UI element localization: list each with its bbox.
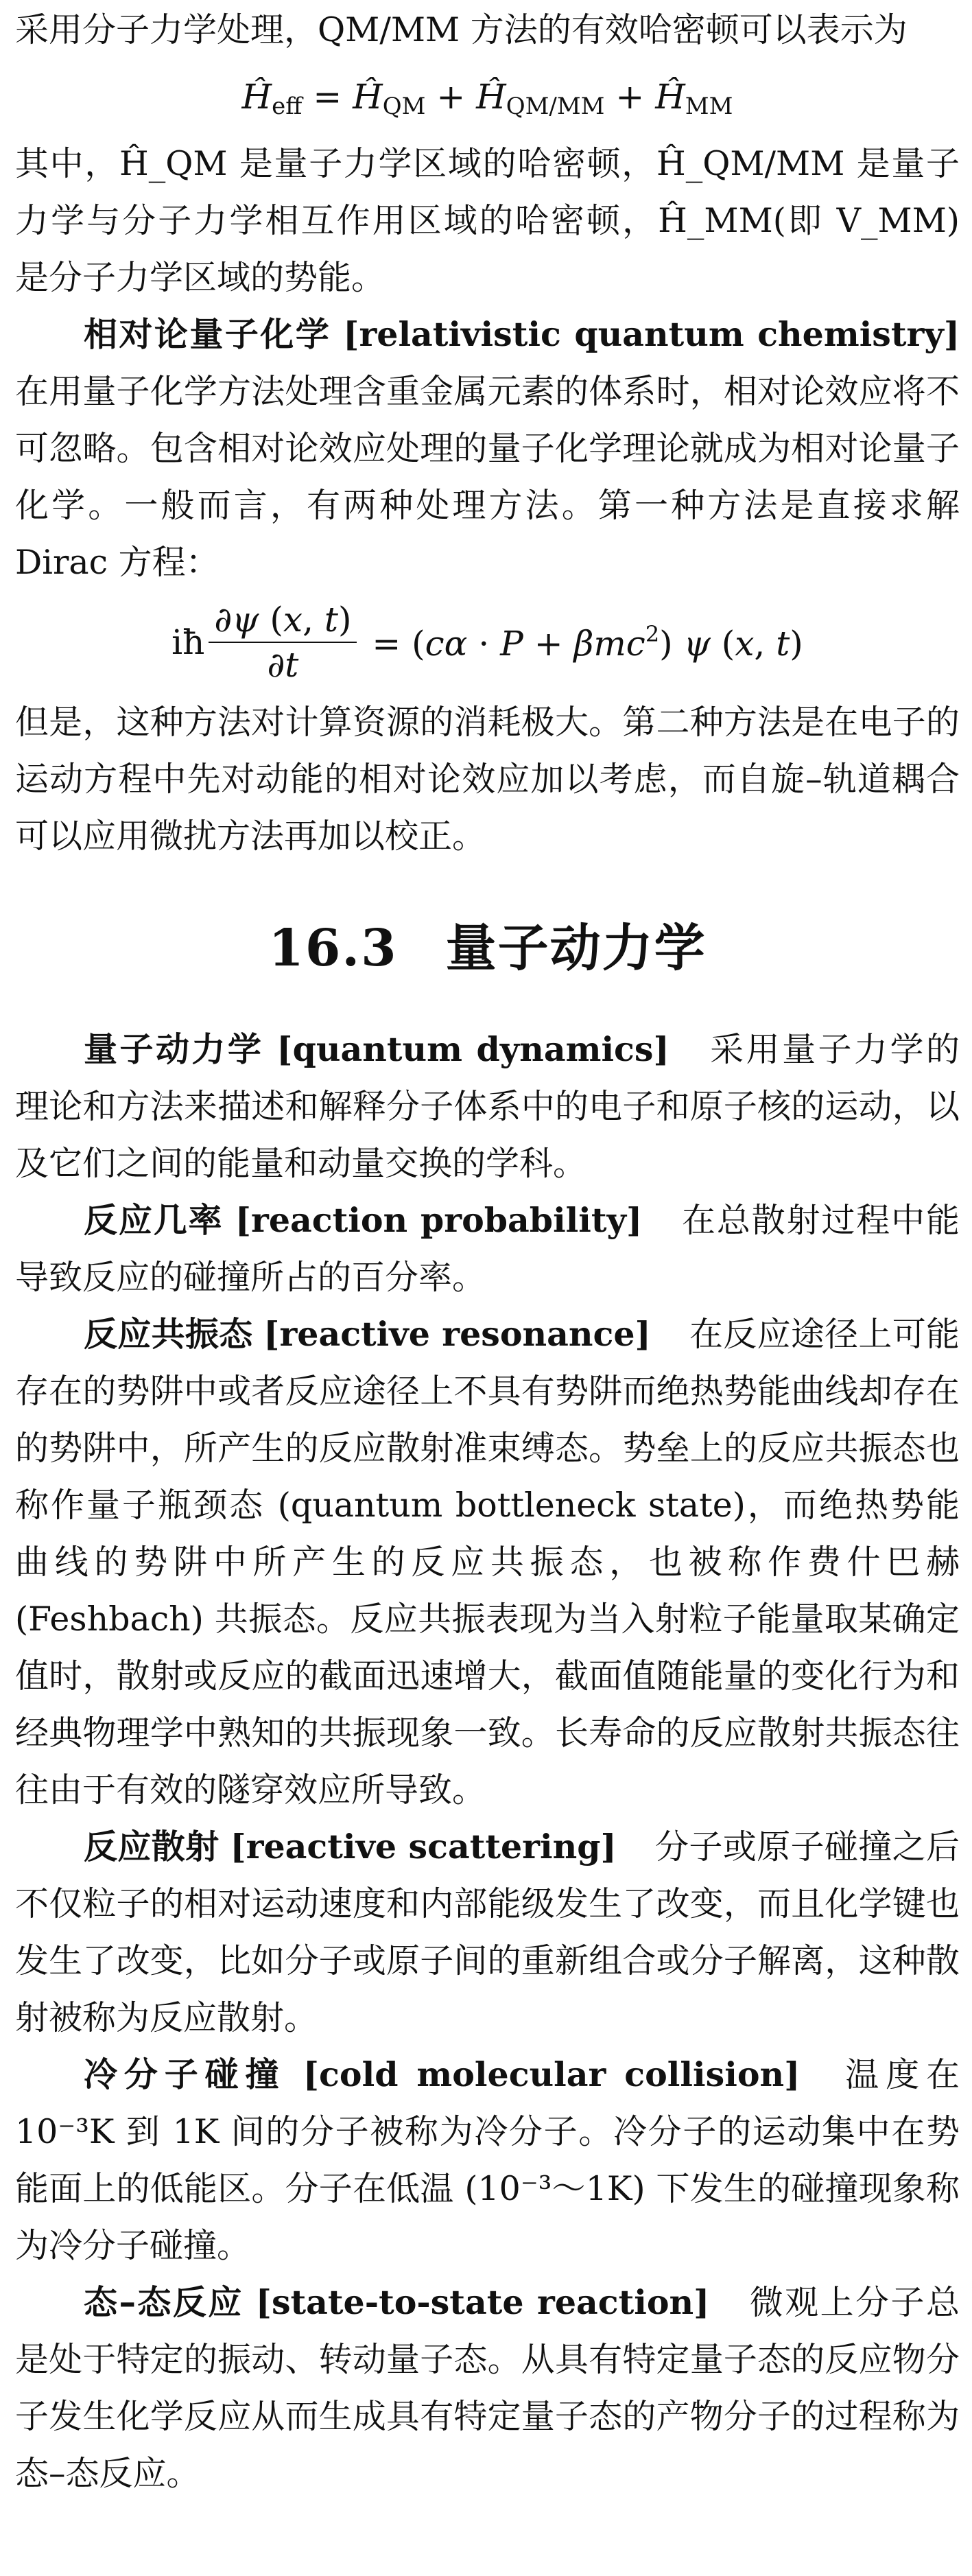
entry-term: 相对论量子化学 [84, 315, 331, 354]
entry-description: 在总散射过程中能导致反应的碰撞所占的百分率。 [15, 1201, 960, 1297]
section-title: 量子动力学 [445, 919, 707, 978]
entry-english: [reaction probability] [235, 1200, 643, 1240]
entry-relativistic [15, 306, 960, 591]
document-page [0, 1, 972, 2576]
entry-description: 微观上分子总是处于特定的振动、转动量子态。从具有特定量子态的反应物分子发生化学反应从而生成具有特定量子态的产物分子的过程称为态–态反应。 [15, 2283, 960, 2493]
section-heading [15, 914, 960, 983]
intro-line: 采用分子力学处理，QM/MM 方法的有效哈密顿可以表示为 [15, 10, 908, 49]
entry-english: [relativistic quantum chemistry] [343, 314, 960, 354]
entry-term: 冷分子碰撞 [84, 2055, 286, 2094]
entry-description: 在用量子化学方法处理含重金属元素的体系时，相对论效应将不可忽略。包含相对论效应处理的量子化学理论就成为相对论量子化学。一般而言，有两种处理方法。第一种方法是直接求解 Dirac 方程： [15, 372, 960, 582]
hamiltonian-formula: $Ĥ_{eff}$ = $Ĥ_{QM}$ + $Ĥ_{QM/MM}$ + $Ĥ_{MM}$ [241, 77, 733, 120]
entry-term: 态–态反应 [84, 2283, 244, 2322]
entry-item [15, 1021, 960, 1192]
entry-item [15, 1306, 960, 1818]
dirac-equation: iħ $\frac{\partial\psi (x, t)}{\partial t}$ = (cα · P + βmc$^2$) ψ (x, t) [171, 600, 803, 685]
entry-list [15, 1021, 960, 2502]
entry-term: 反应共振态 [84, 1315, 253, 1354]
entry-item [15, 2274, 960, 2502]
entry-english: [quantum dynamics] [276, 1029, 669, 1069]
entry-english: [reactive scattering] [230, 1827, 617, 1866]
relativistic-text-2: 但是，这种方法对计算资源的消耗极大。第二种方法是在电子的运动方程中先对动能的相对论效应加以考虑，而自旋–轨道耦合可以应用微扰方法再加以校正。 [15, 703, 960, 856]
entry-english: [cold molecular collision] [303, 2054, 801, 2094]
entry-term: 反应几率 [84, 1201, 224, 1240]
entry-term: 量子动力学 [84, 1030, 264, 1069]
section-number: 16.3 [268, 919, 398, 978]
entry-english: [reactive resonance] [263, 1314, 651, 1354]
entry-description: 在反应途径上可能存在的势阱中或者反应途径上不具有势阱而绝热势能曲线却存在的势阱中，所产生的反应散射准束缚态。势垒上的反应共振态也称作量子瓶颈态 (quantum bottleneck state)，而绝热势能曲线的势阱中所产生的反应共振态，也被称作费什巴赫 (Feshbach) 共振态。反应共振表现为当入射粒子能量取某确定值时，散射或反应的截面迅速增大，截面值随能量的变化行为和经典物理学中熟知的共振现象一致。长寿命的反应散射共振态往往由于有效的隧穿效应所导致。 [15, 1315, 960, 1810]
entry-english: [state-to-state reaction] [255, 2282, 710, 2322]
entry-item [15, 2046, 960, 2274]
entry-description: 温度在 10⁻³K 到 1K 间的分子被称为冷分子。冷分子的运动集中在势能面上的低能区。分子在低温 (10⁻³～1K) 下发生的碰撞现象称为冷分子碰撞。 [15, 2055, 960, 2265]
entry-item [15, 1818, 960, 2046]
entry-term: 反应散射 [84, 1827, 220, 1866]
entry-item [15, 1192, 960, 1306]
intro-explanation: 其中，Ĥ_QM 是量子力学区域的哈密顿，Ĥ_QM/MM 是量子力学与分子力学相互作用区域的哈密顿，Ĥ_MM(即 V_MM) 是分子力学区域的势能。 [15, 144, 960, 297]
entry-description: 分子或原子碰撞之后不仅粒子的相对运动速度和内部能级发生了改变，而且化学键也发生了改变，比如分子或原子间的重新组合或分子解离，这种散射被称为反应散射。 [15, 1827, 960, 2037]
entry-description: 采用量子力学的理论和方法来描述和解释分子体系中的电子和原子核的运动，以及它们之间的能量和动量交换的学科。 [15, 1030, 960, 1183]
